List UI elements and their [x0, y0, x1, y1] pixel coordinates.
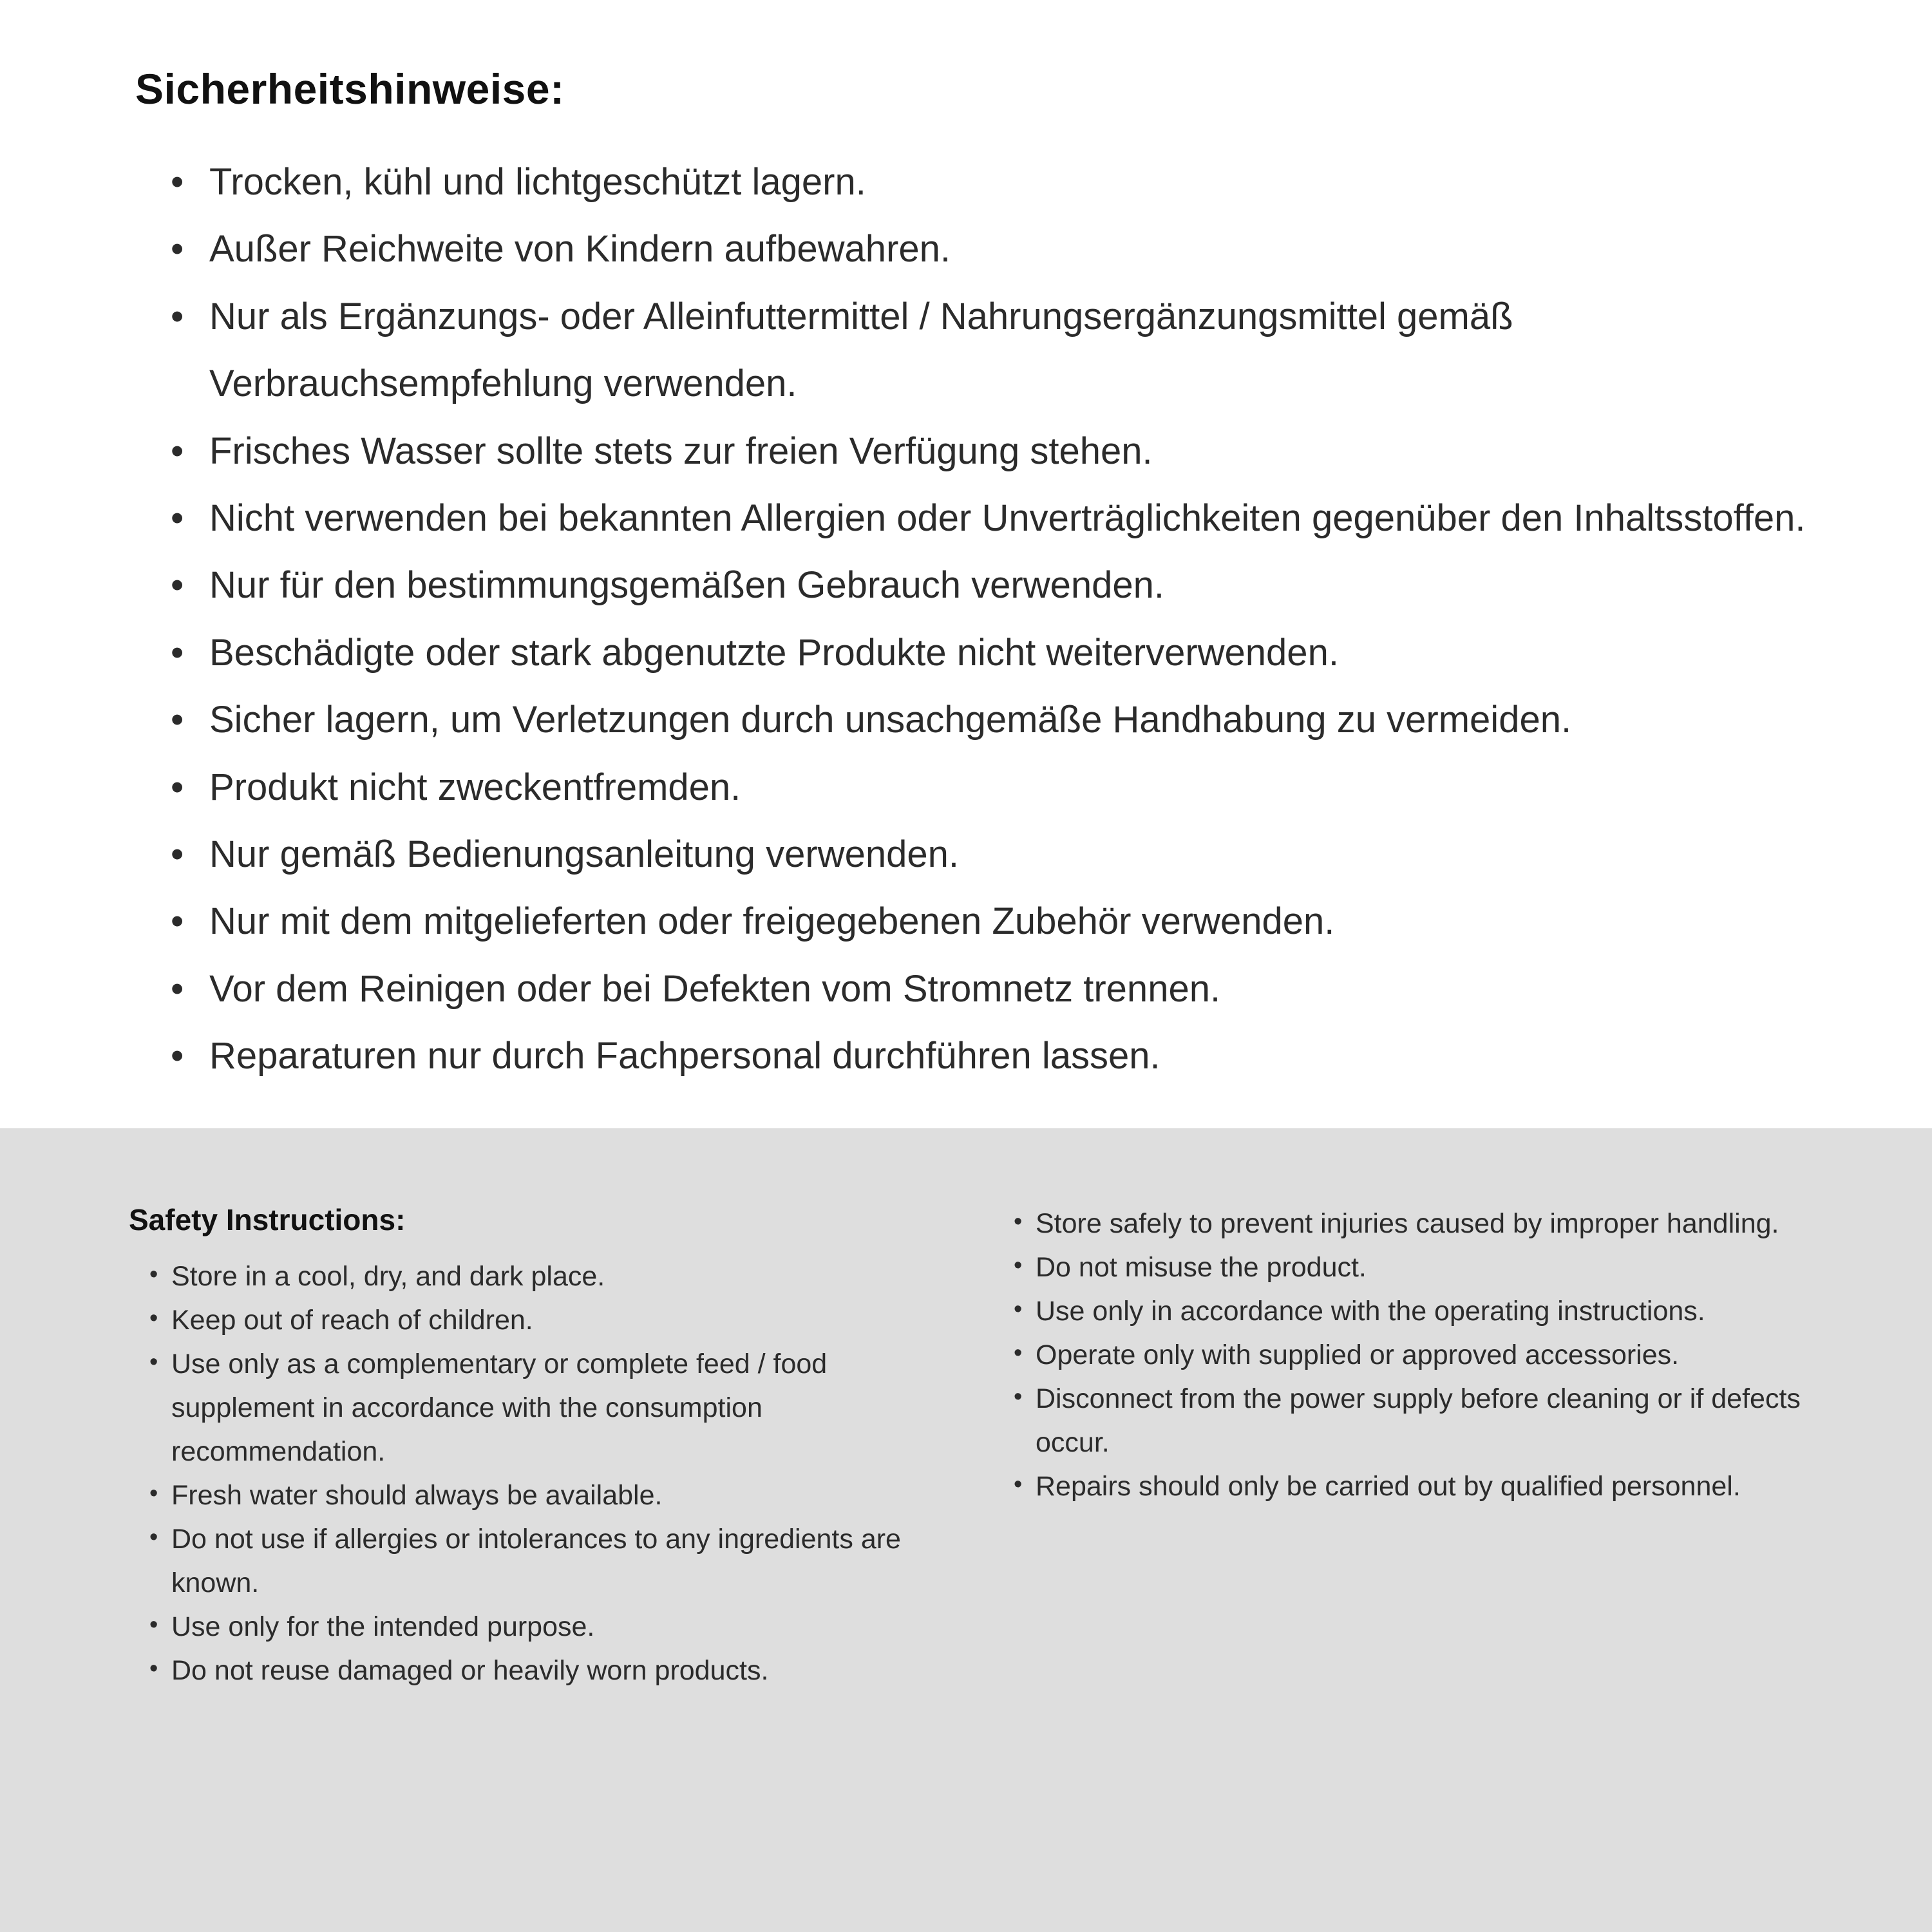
english-safety-item: • Keep out of reach of children. — [140, 1299, 947, 1343]
german-safety-item: • Reparaturen nur durch Fachpersonal durchführen lassen. — [171, 1023, 1810, 1090]
german-safety-item: • Sicher lagern, um Verletzungen durch unsachgemäße Handhabung zu vermeiden. — [171, 687, 1810, 753]
german-safety-item: • Vor dem Reinigen oder bei Defekten vom Stromnetz trennen. — [171, 956, 1810, 1023]
english-right-column — [1005, 1202, 1823, 1880]
english-safety-item: • Repairs should only be carried out by qualified personnel. — [1005, 1465, 1823, 1509]
english-safety-item: • Disconnect from the power supply before cleaning or if defects occur. — [1005, 1378, 1823, 1465]
english-safety-item: • Do not misuse the product. — [1005, 1246, 1823, 1290]
english-left-column — [129, 1202, 947, 1880]
english-safety-item: • Use only as a complementary or complete feed / food supplement in accordance with the consumption recommendation. — [140, 1343, 947, 1474]
english-safety-item: • Fresh water should always be available. — [140, 1474, 947, 1518]
german-safety-item: • Nur als Ergänzungs- oder Alleinfuttermittel / Nahrungsergänzungsmittel gemäß Verbrauchsempfehlung verwenden. — [171, 283, 1810, 418]
english-safety-list-left — [129, 1255, 947, 1692]
english-safety-item: • Do not use if allergies or intolerances to any ingredients are known. — [140, 1518, 947, 1605]
english-safety-item: • Store safely to prevent injuries caused by improper handling. — [1005, 1202, 1823, 1246]
german-safety-item: • Nur gemäß Bedienungsanleitung verwenden. — [171, 821, 1810, 888]
german-safety-item: • Außer Reichweite von Kindern aufbewahren. — [171, 216, 1810, 283]
english-safety-item: • Store in a cool, dry, and dark place. — [140, 1255, 947, 1299]
german-section-title: Sicherheitshinweise: — [135, 65, 565, 113]
english-safety-item: • Use only for the intended purpose. — [140, 1605, 947, 1649]
german-safety-item: • Nur für den bestimmungsgemäßen Gebrauch verwenden. — [171, 552, 1810, 619]
english-section-title: Safety Instructions: — [129, 1203, 406, 1237]
german-safety-item: • Nur mit dem mitgelieferten oder freigegebenen Zubehör verwenden. — [171, 888, 1810, 955]
english-safety-item: • Do not reuse damaged or heavily worn products. — [140, 1649, 947, 1693]
german-safety-item: • Produkt nicht zweckentfremden. — [171, 754, 1810, 821]
german-safety-item: • Trocken, kühl und lichtgeschützt lagern. — [171, 149, 1810, 216]
english-safety-item: • Use only in accordance with the operating instructions. — [1005, 1290, 1823, 1334]
german-safety-item: • Frisches Wasser sollte stets zur freien Verfügung stehen. — [171, 418, 1810, 485]
german-safety-item: • Nicht verwenden bei bekannten Allergien oder Unverträglichkeiten gegenüber den Inhaltsstoffen. — [171, 485, 1810, 552]
english-safety-section — [0, 1128, 1932, 1932]
german-safety-item: • Beschädigte oder stark abgenutzte Produkte nicht weiterverwenden. — [171, 620, 1810, 687]
english-safety-list-right — [1005, 1202, 1823, 1509]
german-safety-list — [135, 149, 1810, 1090]
english-safety-item: • Operate only with supplied or approved accessories. — [1005, 1334, 1823, 1378]
